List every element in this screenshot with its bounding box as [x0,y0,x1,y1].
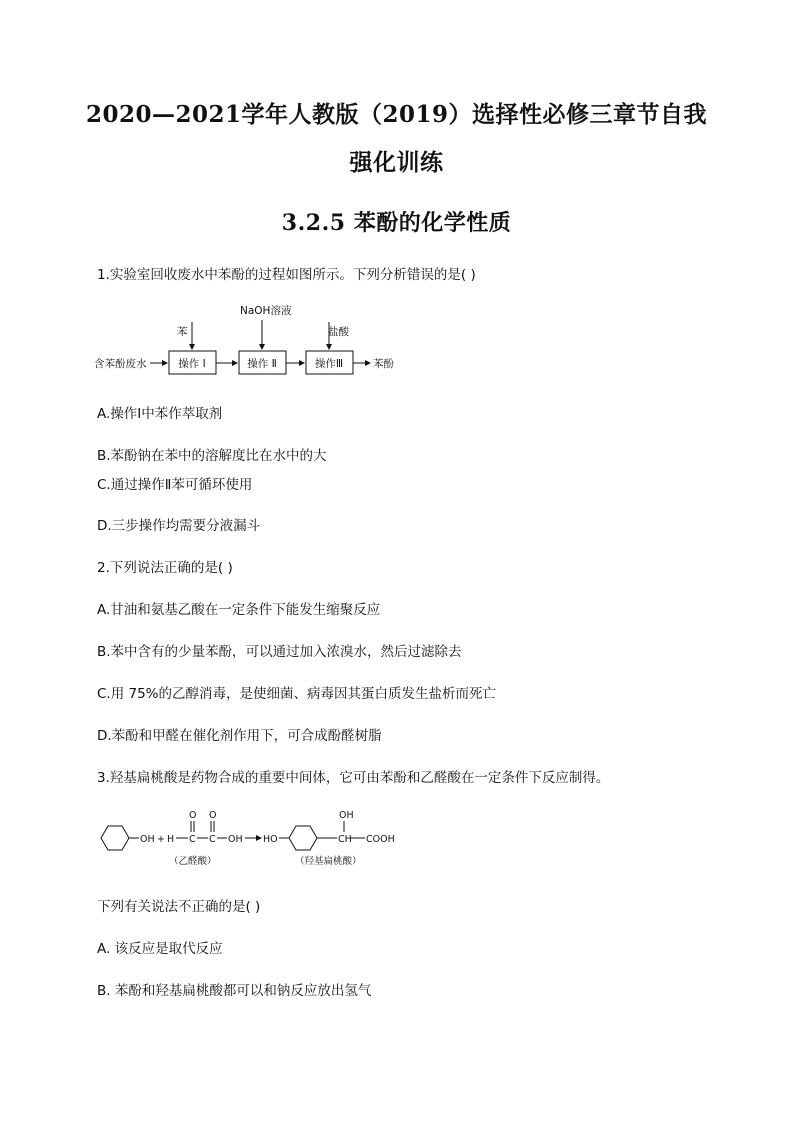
flow-op3-label: 操作Ⅲ [314,358,344,370]
flow-output-label: 苯酚 [373,358,394,370]
q2-stem: 2.下列说法正确的是( ) [97,560,233,576]
glyoxylic-o1: O [189,810,197,821]
q1-stem: 1.实验室回收废水中苯酚的过程如图所示。下列分析错误的是( ) [97,267,476,283]
q1-option-d: D.三步操作均需要分液漏斗 [97,518,261,534]
flow-input-label: 含苯酚废水 [94,358,147,370]
q3-sub-stem: 下列有关说法不正确的是( ) [97,899,261,915]
product-ho: HO [263,834,278,845]
q2-option-c: C.用 75%的乙醇消毒，是使细菌、病毒因其蛋白质发生盐析而死亡 [97,686,497,702]
q2-option-b: B.苯中含有的少量苯酚，可以通过加入浓溴水，然后过滤除去 [97,644,462,660]
q3-option-a: A. 该反应是取代反应 [97,941,223,957]
q1-option-b: B.苯酚钠在苯中的溶解度比在水中的大 [97,448,327,464]
q1-option-c: C.通过操作Ⅱ苯可循环使用 [97,477,253,493]
product-ring [289,826,317,850]
glyoxylic-o2: O [209,810,217,821]
flow-reagent3: 盐酸 [328,326,349,338]
phenol-oh: OH [140,834,155,845]
doc-title-line1: 2020—2021学年人教版（2019）选择性必修三章节自我 [85,101,708,128]
flow-op1-label: 操作 Ⅰ [178,358,206,370]
doc-title-line2: 强化训练 [349,149,444,176]
section-title: 3.2.5 苯酚的化学性质 [281,210,512,236]
q2-option-d: D.苯酚和甲醛在催化剂作用下，可合成酚醛树脂 [97,728,382,744]
q3-option-b: B. 苯酚和羟基扁桃酸都可以和钠反应放出氢气 [97,983,372,999]
glyoxylic-c1: C [189,834,196,845]
q3-stem: 3.羟基扁桃酸是药物合成的重要中间体，它可由苯酚和乙醛酸在一定条件下反应制得。 [97,770,610,786]
flow-reagent2: NaOH溶液 [240,305,292,317]
q3-reaction-diagram [95,806,405,872]
label-hydroxymandelic-acid: （羟基扁桃酸） [295,856,362,867]
q1-flow-diagram [90,300,420,380]
phenol-ring [101,826,129,850]
product-oh: OH [339,810,354,821]
glyoxylic-c2: C [209,834,216,845]
flow-op2-label: 操作 Ⅱ [247,358,277,370]
product-ch: CH [338,834,352,845]
glyoxylic-oh: OH [228,834,243,845]
label-glyoxylic-acid: （乙醛酸） [169,856,217,867]
glyoxylic-h: H [167,834,175,845]
q2-option-a: A.甘油和氨基乙酸在一定条件下能发生缩聚反应 [97,602,381,618]
flow-reagent1: 苯 [177,326,188,338]
product-cooh: COOH [366,834,395,845]
plus-sign: + [157,834,165,845]
q1-option-a: A.操作Ⅰ中苯作萃取剂 [97,406,223,422]
